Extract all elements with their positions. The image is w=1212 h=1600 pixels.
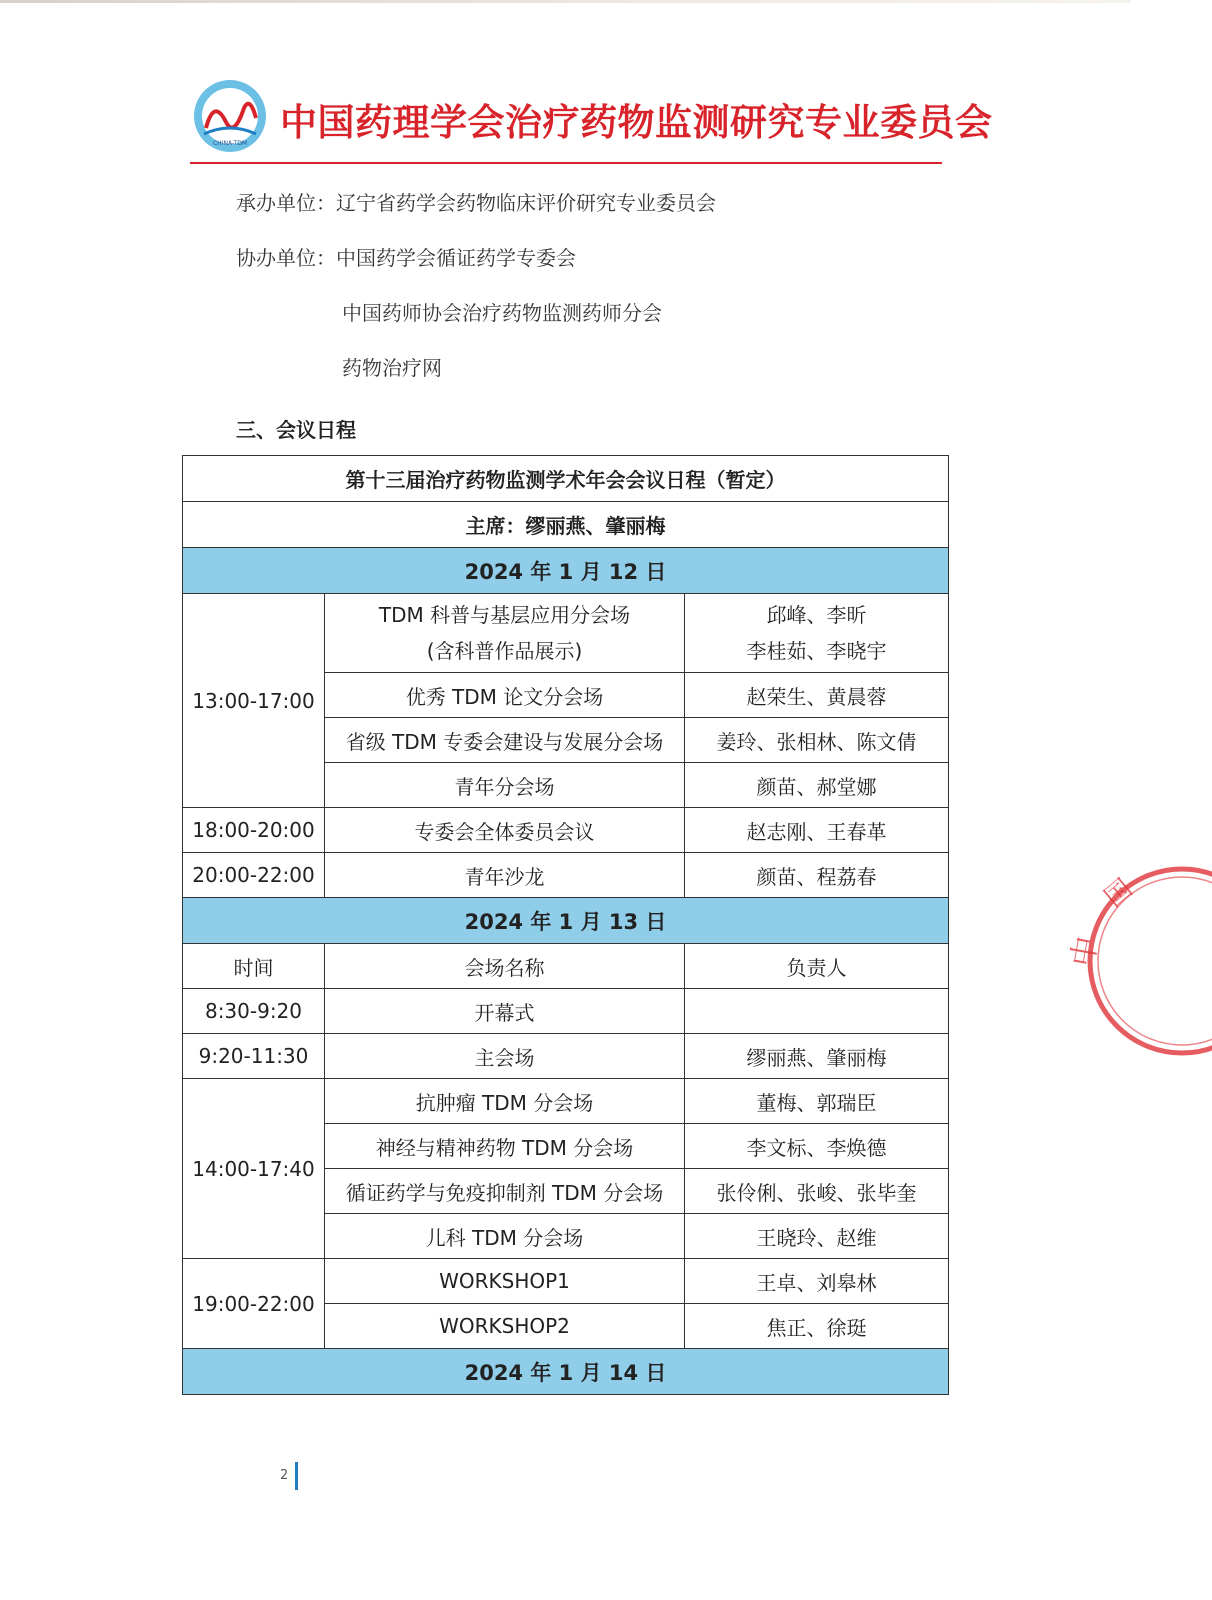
venue-cell: 省级 TDM 专委会建设与发展分会场 (325, 718, 685, 763)
time-cell: 19:00-22:00 (183, 1259, 325, 1349)
co-organizer-3: 药物治疗网 (342, 356, 442, 380)
date-day1: 2024 年 1 月 12 日 (183, 548, 949, 594)
header-time: 时间 (183, 944, 325, 989)
svg-text:中: 中 (1065, 933, 1106, 970)
venue-cell: 循证药学与免疫抑制剂 TDM 分会场 (325, 1169, 685, 1214)
svg-text:国: 国 (1099, 873, 1139, 914)
lead-cell: 赵荣生、黄晨蓉 (685, 673, 949, 718)
chair-row (183, 502, 949, 548)
lead-cell: 颜苗、郝堂娜 (685, 763, 949, 808)
venue-cell: WORKSHOP1 (325, 1259, 685, 1304)
table-row (183, 1259, 949, 1304)
date-day3: 2024 年 1 月 14 日 (183, 1349, 949, 1395)
lead-cell: 张伶俐、张峻、张毕奎 (685, 1169, 949, 1214)
table-row (183, 853, 949, 898)
date-row-day3 (183, 1349, 949, 1395)
time-cell: 13:00-17:00 (183, 594, 325, 808)
org-title: 中国药理学会治疗药物监测研究专业委员会 (280, 101, 993, 144)
page-number-bar (295, 1462, 298, 1490)
society-logo-icon (192, 78, 268, 154)
lead-cell: 李文标、李焕德 (685, 1124, 949, 1169)
time-cell: 9:20-11:30 (183, 1034, 325, 1079)
lead-cell: 颜苗、程荔春 (685, 853, 949, 898)
lead-cell: 姜玲、张相林、陈文倩 (685, 718, 949, 763)
venue-cell: 青年沙龙 (325, 853, 685, 898)
date-row-day2 (183, 898, 949, 944)
lead-cell: 王卓、刘皋林 (685, 1259, 949, 1304)
logo-text: CHINA-TDM (212, 140, 248, 147)
section-heading: 三、会议日程 (236, 418, 356, 442)
co-label: 协办单位： (236, 246, 336, 270)
host-name: 辽宁省药学会药物临床评价研究专业委员会 (336, 191, 716, 215)
chair-text: 主席：缪丽燕、肇丽梅 (183, 502, 949, 548)
time-cell: 18:00-20:00 (183, 808, 325, 853)
header-venue: 会场名称 (325, 944, 685, 989)
official-seal-stamp (1065, 856, 1212, 1066)
lead-line: 邱峰、李昕 (766, 603, 867, 627)
venue-cell: 专委会全体委员会议 (325, 808, 685, 853)
venue-line: TDM 科普与基层应用分会场 (378, 603, 631, 627)
venue-cell: 主会场 (325, 1034, 685, 1079)
venue-cell (325, 594, 685, 673)
venue-cell: 开幕式 (325, 989, 685, 1034)
table-row (183, 989, 949, 1034)
table-header-row (183, 944, 949, 989)
lead-cell: 焦正、徐珽 (685, 1304, 949, 1349)
host-line (236, 187, 716, 216)
lead-cell: 王晓玲、赵维 (685, 1214, 949, 1259)
header-lead: 负责人 (685, 944, 949, 989)
venue-cell: 青年分会场 (325, 763, 685, 808)
lead-cell: 缪丽燕、肇丽梅 (685, 1034, 949, 1079)
table-row (183, 1079, 949, 1124)
top-edge-line (0, 0, 1131, 3)
table-row (183, 594, 949, 673)
host-label: 承办单位： (236, 191, 336, 215)
schedule-table (182, 455, 949, 1395)
venue-line: (含科普作品展示) (426, 639, 583, 663)
time-cell: 8:30-9:20 (183, 989, 325, 1034)
date-day2: 2024 年 1 月 13 日 (183, 898, 949, 944)
table-row (183, 808, 949, 853)
time-cell: 20:00-22:00 (183, 853, 325, 898)
co-organizer-2: 中国药师协会治疗药物监测药师分会 (342, 301, 662, 325)
lead-cell (685, 989, 949, 1034)
lead-cell: 赵志刚、王春革 (685, 808, 949, 853)
venue-cell: 神经与精神药物 TDM 分会场 (325, 1124, 685, 1169)
lead-line: 李桂茹、李晓宇 (746, 639, 887, 663)
date-row-day1 (183, 548, 949, 594)
header-divider (190, 162, 942, 164)
time-cell: 14:00-17:40 (183, 1079, 325, 1259)
co-organizer-line (236, 242, 576, 271)
venue-cell: WORKSHOP2 (325, 1304, 685, 1349)
table-row (183, 1034, 949, 1079)
schedule-title: 第十三届治疗药物监测学术年会会议日程（暂定） (183, 456, 949, 502)
table-title-row (183, 456, 949, 502)
lead-cell (685, 594, 949, 673)
co-organizer-1: 中国药学会循证药学专委会 (336, 246, 576, 270)
venue-cell: 儿科 TDM 分会场 (325, 1214, 685, 1259)
venue-cell: 抗肿瘤 TDM 分会场 (325, 1079, 685, 1124)
venue-cell: 优秀 TDM 论文分会场 (325, 673, 685, 718)
page-number: 2 (280, 1468, 289, 1483)
lead-cell: 董梅、郭瑞臣 (685, 1079, 949, 1124)
